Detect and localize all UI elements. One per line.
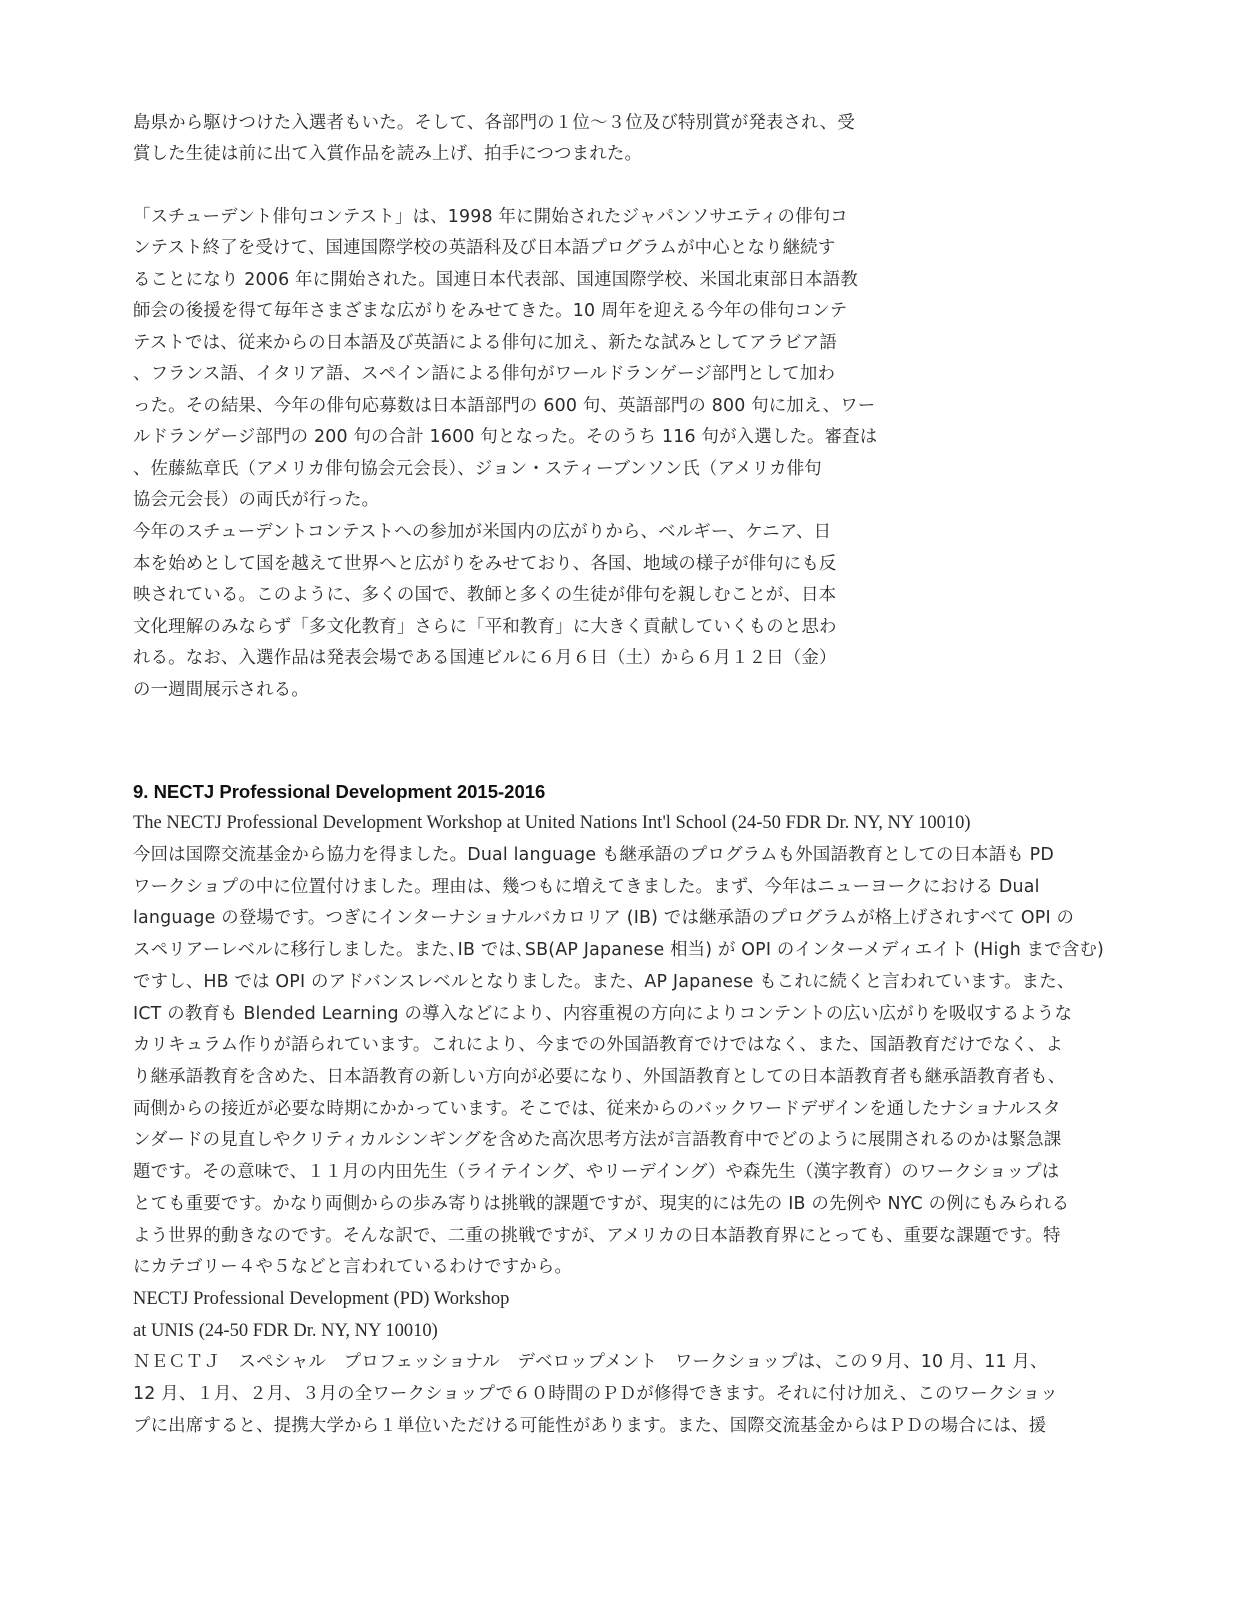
paragraph-line: れる。なお、入選作品は発表会場である国連ビルに６月６日（土）から６月１２日（金） [133,648,837,668]
paragraph-line: 題です。その意味で、１１月の内田先生（ライテイング、やリーデイング）や森先生（漢字教育）のワークショップは [133,1162,1060,1182]
workshop-title-line: NECTJ Professional Development (PD) Workshop [133,1289,510,1309]
paragraph-line: ですし、HB では OPI のアドバンスレベルとなりました。また、AP Japanese もこれに続くと言われています。また、 [133,972,1075,992]
paragraph-line: 今年のスチューデントコンテストへの参加が米国内の広がりから、ベルギー、ケニア、日 [133,522,832,542]
paragraph-line: ＮＥＣＴＪ スペシャル プロフェッショナル デベロップメント ワークショップは、この９月、10 月、11 月、 [133,1352,1048,1372]
paragraph-line: とても重要です。かなり両側からの歩み寄りは挑戦的課題ですが、現実的には先の IB の先例や NYC の例にもみられる [133,1194,1070,1214]
paragraph-line: ンダードの見直しやクリティカルシンギングを含めた高次思考方法が言語教育中でどのように展開されるのかは緊急課 [133,1130,1062,1150]
paragraph-line: り継承語教育を含めた、日本語教育の新しい方向が必要になり、外国語教育としての日本語教育者も継承語教育者も、 [133,1067,1066,1087]
paragraph-line: にカテゴリー４や５などと言われているわけですから。 [133,1257,573,1277]
paragraph-line: 師会の後援を得て毎年さまざまな広がりをみせてきた。10 周年を迎える今年の俳句コンテ [133,301,848,321]
paragraph-line: よう世界的動きなのです。そんな訳で、二重の挑戦ですが、アメリカの日本語教育界にとっても、重要な課題です。特 [133,1226,1061,1246]
paragraph-line: ルドランゲージ部門の 200 句の合計 1600 句となった。そのうち 116 句が入選した。審査は [133,427,878,447]
paragraph-line: 両側からの接近が必要な時期にかかっています。そこでは、従来からのバックワードデザインを通したナショナルスタ [133,1099,1061,1119]
paragraph-line: ンテスト終了を受けて、国連国際学校の英語科及び日本語プログラムが中心となり継続す [133,238,836,258]
paragraph-line: ワークショプの中に位置付けました。理由は、幾つもに増えてきました。まず、今年はニューヨークにおける Dual [133,877,1040,897]
paragraph-line: プに出席すると、提携大学から１単位いただける可能性があります。また、国際交流基金からはＰＤの場合には、援 [133,1416,1047,1436]
paragraph-line: テストでは、従来からの日本語及び英語による俳句に加え、新たな試みとしてアラビア語 [133,333,837,353]
paragraph-line: スペリアーレベルに移行しました。また､IB では､SB(AP Japanese 相当) が OPI のインターメディエイト (High まで含む) [133,940,1105,960]
paragraph-line: language の登場です。つぎにインターナショナルバカロリア (IB) では継承語のプログラムが格上げされすべて OPI の [133,908,1075,928]
paragraph-line: 協会元会長）の両氏が行った。 [133,490,380,510]
paragraph-line: ることになり 2006 年に開始された。国連日本代表部、国連国際学校、米国北東部日本語教 [133,270,858,290]
paragraph-line: ICT の教育も Blended Learning の導入などにより、内容重視の方向によりコンテントの広い広がりを吸収するような [133,1004,1073,1024]
paragraph-line: 、佐藤紘章氏（アメリカ俳句協会元会長）、ジョン・スティーブンソン氏（アメリカ俳句 [133,459,822,479]
workshop-venue-line: at UNIS (24-50 FDR Dr. NY, NY 10010) [133,1321,438,1341]
paragraph-line: 12 月、１月、２月、３月の全ワークショップで６０時間のＰＤが修得できます。それに付け加え、このワークショッ [133,1384,1058,1404]
paragraph-line: 賞した生徒は前に出て入賞作品を読み上げ、拍手につつまれた。 [133,144,643,164]
workshop-location-line: The NECTJ Professional Development Workshop at United Nations Int'l School (24-50 FDR Dr. NY, NY 10010) [133,813,971,833]
paragraph-line: の一週間展示される。 [133,680,309,700]
paragraph-line: 「スチューデント俳句コンテスト」は、1998 年に開始されたジャパンソサエティの俳句コ [133,207,848,227]
paragraph-line: 文化理解のみならず「多文化教育」さらに「平和教育」に大きく貢献していくものと思わ [133,617,837,637]
paragraph-line: った。その結果、今年の俳句応募数は日本語部門の 600 句、英語部門の 800 句に加え、ワー [133,396,876,416]
section-heading: 9. NECTJ Professional Development 2015-2016 [133,781,546,802]
paragraph-line: 今回は国際交流基金から協力を得ました。Dual language も継承語のプログラムも外国語教育としての日本語も PD [133,845,1054,865]
paragraph-line: 島県から駆けつけた入選者もいた。そして、各部門の１位～３位及び特別賞が発表され、受 [133,113,855,133]
paragraph-line: カリキュラム作りが語られています。これにより、今までの外国語教育でけではなく、また、国語教育だけでなく、よ [133,1035,1064,1055]
paragraph-line: 本を始めとして国を越えて世界へと広がりをみせており、各国、地域の様子が俳句にも反 [133,554,837,574]
paragraph-line: 、フランス語、イタリア語、スペイン語による俳句がワールドランゲージ部門として加わ [133,364,836,384]
paragraph-line: 映されている。このように、多くの国で、教師と多くの生徒が俳句を親しむことが、日本 [133,585,837,605]
